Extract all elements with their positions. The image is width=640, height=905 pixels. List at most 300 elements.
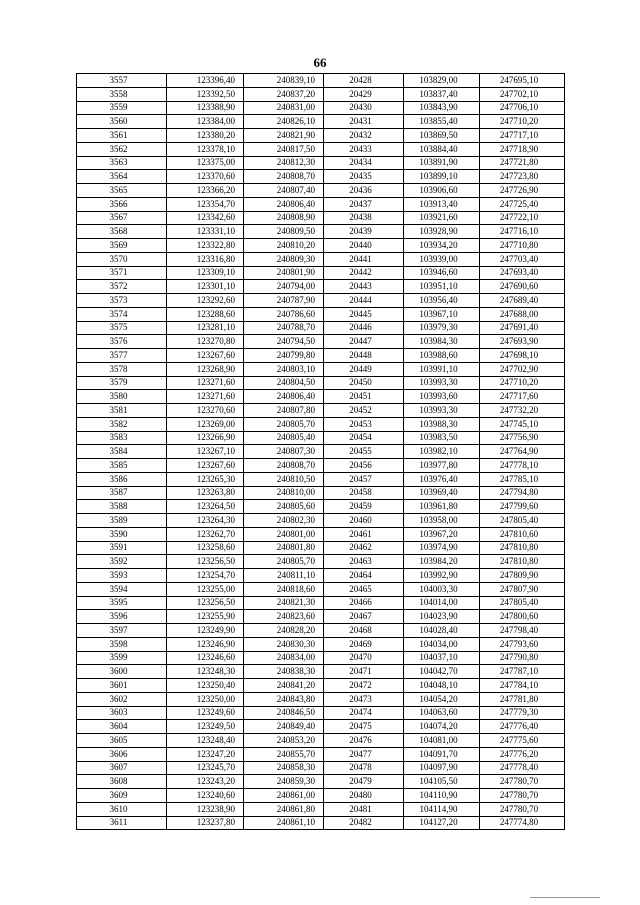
point-number-cell: 3606 <box>77 747 167 761</box>
point-number-cell: 20444 <box>324 294 404 308</box>
x-coordinate-cell: 103988,60 <box>404 349 480 363</box>
point-number-cell: 20476 <box>324 734 404 748</box>
table-row <box>77 87 565 101</box>
point-number-cell: 20470 <box>324 651 404 665</box>
point-number-cell: 20454 <box>324 431 404 445</box>
x-coordinate-cell: 103979,30 <box>404 321 480 335</box>
x-coordinate-cell: 123262,70 <box>167 527 244 541</box>
y-coordinate-cell: 240817,50 <box>244 142 324 156</box>
x-coordinate-cell: 103913,40 <box>404 197 480 211</box>
x-coordinate-cell: 123250,40 <box>167 679 244 693</box>
x-coordinate-cell: 123396,40 <box>167 74 244 88</box>
y-coordinate-cell: 240808,70 <box>244 459 324 473</box>
point-number-cell: 3569 <box>77 239 167 253</box>
table-row <box>77 197 565 211</box>
x-coordinate-cell: 123267,60 <box>167 459 244 473</box>
y-coordinate-cell: 240808,70 <box>244 170 324 184</box>
x-coordinate-cell: 103993,30 <box>404 376 480 390</box>
x-coordinate-cell: 123249,60 <box>167 706 244 720</box>
point-number-cell: 20453 <box>324 417 404 431</box>
table-row <box>77 610 565 624</box>
table-row <box>77 445 565 459</box>
table-row <box>77 692 565 706</box>
x-coordinate-cell: 123246,90 <box>167 637 244 651</box>
y-coordinate-cell: 247776,20 <box>480 747 565 761</box>
x-coordinate-cell: 103984,20 <box>404 555 480 569</box>
table-row <box>77 129 565 143</box>
x-coordinate-cell: 103982,10 <box>404 445 480 459</box>
y-coordinate-cell: 247790,80 <box>480 651 565 665</box>
x-coordinate-cell: 123237,80 <box>167 816 244 830</box>
table-row <box>77 142 565 156</box>
y-coordinate-cell: 240837,20 <box>244 87 324 101</box>
point-number-cell: 3597 <box>77 624 167 638</box>
table-row <box>77 417 565 431</box>
y-coordinate-cell: 247798,40 <box>480 624 565 638</box>
x-coordinate-cell: 104110,90 <box>404 789 480 803</box>
point-number-cell: 20448 <box>324 349 404 363</box>
y-coordinate-cell: 247774,80 <box>480 816 565 830</box>
x-coordinate-cell: 123366,20 <box>167 184 244 198</box>
point-number-cell: 3573 <box>77 294 167 308</box>
y-coordinate-cell: 240861,00 <box>244 789 324 803</box>
x-coordinate-cell: 103869,50 <box>404 129 480 143</box>
y-coordinate-cell: 240794,50 <box>244 335 324 349</box>
table-row <box>77 307 565 321</box>
y-coordinate-cell: 247778,10 <box>480 459 565 473</box>
y-coordinate-cell: 240810,00 <box>244 486 324 500</box>
y-coordinate-cell: 240839,10 <box>244 74 324 88</box>
x-coordinate-cell: 123264,50 <box>167 500 244 514</box>
point-number-cell: 3577 <box>77 349 167 363</box>
point-number-cell: 3603 <box>77 706 167 720</box>
x-coordinate-cell: 103951,10 <box>404 280 480 294</box>
point-number-cell: 3584 <box>77 445 167 459</box>
point-number-cell: 3572 <box>77 280 167 294</box>
x-coordinate-cell: 104074,20 <box>404 720 480 734</box>
table-row <box>77 527 565 541</box>
y-coordinate-cell: 247775,60 <box>480 734 565 748</box>
y-coordinate-cell: 247794,80 <box>480 486 565 500</box>
y-coordinate-cell: 247706,10 <box>480 101 565 115</box>
point-number-cell: 20436 <box>324 184 404 198</box>
point-number-cell: 3583 <box>77 431 167 445</box>
x-coordinate-cell: 123388,90 <box>167 101 244 115</box>
x-coordinate-cell: 103958,00 <box>404 514 480 528</box>
x-coordinate-cell: 123270,80 <box>167 335 244 349</box>
y-coordinate-cell: 247693,90 <box>480 335 565 349</box>
table-row <box>77 679 565 693</box>
table-row <box>77 349 565 363</box>
point-number-cell: 3567 <box>77 211 167 225</box>
y-coordinate-cell: 247693,40 <box>480 266 565 280</box>
y-coordinate-cell: 240807,80 <box>244 404 324 418</box>
table-row <box>77 335 565 349</box>
y-coordinate-cell: 247787,10 <box>480 665 565 679</box>
x-coordinate-cell: 103993,60 <box>404 390 480 404</box>
x-coordinate-cell: 123267,10 <box>167 445 244 459</box>
x-coordinate-cell: 123292,60 <box>167 294 244 308</box>
point-number-cell: 3588 <box>77 500 167 514</box>
y-coordinate-cell: 240810,20 <box>244 239 324 253</box>
table-row <box>77 789 565 803</box>
point-number-cell: 3607 <box>77 761 167 775</box>
point-number-cell: 20472 <box>324 679 404 693</box>
x-coordinate-cell: 123322,80 <box>167 239 244 253</box>
y-coordinate-cell: 247800,60 <box>480 610 565 624</box>
x-coordinate-cell: 123271,60 <box>167 376 244 390</box>
y-coordinate-cell: 240849,40 <box>244 720 324 734</box>
table-row <box>77 321 565 335</box>
y-coordinate-cell: 247698,10 <box>480 349 565 363</box>
x-coordinate-cell: 123288,60 <box>167 307 244 321</box>
x-coordinate-cell: 103988,30 <box>404 417 480 431</box>
x-coordinate-cell: 123301,10 <box>167 280 244 294</box>
point-number-cell: 3608 <box>77 775 167 789</box>
x-coordinate-cell: 103992,90 <box>404 569 480 583</box>
y-coordinate-cell: 240810,50 <box>244 472 324 486</box>
y-coordinate-cell: 247718,90 <box>480 142 565 156</box>
x-coordinate-cell: 103991,10 <box>404 362 480 376</box>
y-coordinate-cell: 247710,20 <box>480 376 565 390</box>
table-row <box>77 431 565 445</box>
point-number-cell: 20466 <box>324 596 404 610</box>
y-coordinate-cell: 247690,60 <box>480 280 565 294</box>
point-number-cell: 20433 <box>324 142 404 156</box>
y-coordinate-cell: 240801,00 <box>244 527 324 541</box>
table-row <box>77 156 565 170</box>
point-number-cell: 20445 <box>324 307 404 321</box>
x-coordinate-cell: 104023,90 <box>404 610 480 624</box>
point-number-cell: 3598 <box>77 637 167 651</box>
table-row <box>77 775 565 789</box>
y-coordinate-cell: 240809,30 <box>244 252 324 266</box>
point-number-cell: 20482 <box>324 816 404 830</box>
x-coordinate-cell: 123265,30 <box>167 472 244 486</box>
y-coordinate-cell: 240859,30 <box>244 775 324 789</box>
point-number-cell: 3587 <box>77 486 167 500</box>
y-coordinate-cell: 247745,10 <box>480 417 565 431</box>
y-coordinate-cell: 247793,60 <box>480 637 565 651</box>
y-coordinate-cell: 247721,80 <box>480 156 565 170</box>
point-number-cell: 20471 <box>324 665 404 679</box>
table-row <box>77 362 565 376</box>
y-coordinate-cell: 247805,40 <box>480 514 565 528</box>
x-coordinate-cell: 104028,40 <box>404 624 480 638</box>
y-coordinate-cell: 247732,20 <box>480 404 565 418</box>
y-coordinate-cell: 240788,70 <box>244 321 324 335</box>
point-number-cell: 20463 <box>324 555 404 569</box>
y-coordinate-cell: 247702,10 <box>480 87 565 101</box>
x-coordinate-cell: 103884,40 <box>404 142 480 156</box>
point-number-cell: 3610 <box>77 802 167 816</box>
x-coordinate-cell: 104091,70 <box>404 747 480 761</box>
x-coordinate-cell: 103967,10 <box>404 307 480 321</box>
x-coordinate-cell: 123248,40 <box>167 734 244 748</box>
x-coordinate-cell: 104105,50 <box>404 775 480 789</box>
x-coordinate-cell: 103984,30 <box>404 335 480 349</box>
y-coordinate-cell: 240846,50 <box>244 706 324 720</box>
footer-divider <box>530 897 600 898</box>
y-coordinate-cell: 240801,80 <box>244 541 324 555</box>
point-number-cell: 3570 <box>77 252 167 266</box>
y-coordinate-cell: 247689,40 <box>480 294 565 308</box>
x-coordinate-cell: 123331,10 <box>167 225 244 239</box>
table-row <box>77 569 565 583</box>
point-number-cell: 3590 <box>77 527 167 541</box>
table-row <box>77 115 565 129</box>
x-coordinate-cell: 103946,60 <box>404 266 480 280</box>
x-coordinate-cell: 103976,40 <box>404 472 480 486</box>
point-number-cell: 3576 <box>77 335 167 349</box>
y-coordinate-cell: 247809,90 <box>480 569 565 583</box>
point-number-cell: 3571 <box>77 266 167 280</box>
x-coordinate-cell: 123238,90 <box>167 802 244 816</box>
y-coordinate-cell: 247780,70 <box>480 775 565 789</box>
point-number-cell: 3574 <box>77 307 167 321</box>
x-coordinate-cell: 123370,60 <box>167 170 244 184</box>
x-coordinate-cell: 123392,50 <box>167 87 244 101</box>
y-coordinate-cell: 240804,50 <box>244 376 324 390</box>
point-number-cell: 20465 <box>324 582 404 596</box>
y-coordinate-cell: 247764,90 <box>480 445 565 459</box>
point-number-cell: 20455 <box>324 445 404 459</box>
y-coordinate-cell: 247722,10 <box>480 211 565 225</box>
y-coordinate-cell: 240794,00 <box>244 280 324 294</box>
table-row <box>77 170 565 184</box>
point-number-cell: 3602 <box>77 692 167 706</box>
y-coordinate-cell: 247785,10 <box>480 472 565 486</box>
x-coordinate-cell: 123281,10 <box>167 321 244 335</box>
point-number-cell: 20468 <box>324 624 404 638</box>
table-row <box>77 514 565 528</box>
x-coordinate-cell: 123243,20 <box>167 775 244 789</box>
point-number-cell: 20458 <box>324 486 404 500</box>
coordinates-table-body <box>77 74 565 830</box>
table-row <box>77 706 565 720</box>
x-coordinate-cell: 123316,80 <box>167 252 244 266</box>
point-number-cell: 20446 <box>324 321 404 335</box>
x-coordinate-cell: 123266,90 <box>167 431 244 445</box>
y-coordinate-cell: 240801,90 <box>244 266 324 280</box>
x-coordinate-cell: 123254,70 <box>167 569 244 583</box>
point-number-cell: 3575 <box>77 321 167 335</box>
table-row <box>77 555 565 569</box>
y-coordinate-cell: 240805,60 <box>244 500 324 514</box>
x-coordinate-cell: 123246,60 <box>167 651 244 665</box>
y-coordinate-cell: 240799,80 <box>244 349 324 363</box>
point-number-cell: 3580 <box>77 390 167 404</box>
x-coordinate-cell: 103969,40 <box>404 486 480 500</box>
point-number-cell: 3593 <box>77 569 167 583</box>
point-number-cell: 3594 <box>77 582 167 596</box>
y-coordinate-cell: 240843,80 <box>244 692 324 706</box>
point-number-cell: 20452 <box>324 404 404 418</box>
point-number-cell: 20456 <box>324 459 404 473</box>
y-coordinate-cell: 247702,90 <box>480 362 565 376</box>
point-number-cell: 3589 <box>77 514 167 528</box>
table-row <box>77 459 565 473</box>
table-row <box>77 225 565 239</box>
point-number-cell: 20451 <box>324 390 404 404</box>
y-coordinate-cell: 240818,60 <box>244 582 324 596</box>
point-number-cell: 3564 <box>77 170 167 184</box>
table-row <box>77 74 565 88</box>
y-coordinate-cell: 247756,90 <box>480 431 565 445</box>
point-number-cell: 3581 <box>77 404 167 418</box>
x-coordinate-cell: 104048,10 <box>404 679 480 693</box>
table-row <box>77 596 565 610</box>
y-coordinate-cell: 247807,90 <box>480 582 565 596</box>
point-number-cell: 3568 <box>77 225 167 239</box>
x-coordinate-cell: 123309,10 <box>167 266 244 280</box>
table-row <box>77 252 565 266</box>
y-coordinate-cell: 240805,70 <box>244 417 324 431</box>
table-row <box>77 747 565 761</box>
point-number-cell: 20464 <box>324 569 404 583</box>
y-coordinate-cell: 247716,10 <box>480 225 565 239</box>
point-number-cell: 3565 <box>77 184 167 198</box>
table-row <box>77 280 565 294</box>
point-number-cell: 20481 <box>324 802 404 816</box>
table-row <box>77 211 565 225</box>
x-coordinate-cell: 103983,50 <box>404 431 480 445</box>
table-row <box>77 404 565 418</box>
table-row <box>77 582 565 596</box>
point-number-cell: 3596 <box>77 610 167 624</box>
point-number-cell: 20437 <box>324 197 404 211</box>
x-coordinate-cell: 103843,90 <box>404 101 480 115</box>
y-coordinate-cell: 240861,10 <box>244 816 324 830</box>
x-coordinate-cell: 104003,30 <box>404 582 480 596</box>
y-coordinate-cell: 240807,30 <box>244 445 324 459</box>
x-coordinate-cell: 123354,70 <box>167 197 244 211</box>
x-coordinate-cell: 123256,50 <box>167 555 244 569</box>
point-number-cell: 20459 <box>324 500 404 514</box>
x-coordinate-cell: 103899,10 <box>404 170 480 184</box>
x-coordinate-cell: 104034,00 <box>404 637 480 651</box>
x-coordinate-cell: 123256,50 <box>167 596 244 610</box>
y-coordinate-cell: 247776,40 <box>480 720 565 734</box>
point-number-cell: 20450 <box>324 376 404 390</box>
y-coordinate-cell: 240821,30 <box>244 596 324 610</box>
point-number-cell: 3560 <box>77 115 167 129</box>
point-number-cell: 20440 <box>324 239 404 253</box>
point-number-cell: 3591 <box>77 541 167 555</box>
x-coordinate-cell: 123249,90 <box>167 624 244 638</box>
table-row <box>77 266 565 280</box>
point-number-cell: 20434 <box>324 156 404 170</box>
point-number-cell: 3609 <box>77 789 167 803</box>
x-coordinate-cell: 123270,60 <box>167 404 244 418</box>
point-number-cell: 3579 <box>77 376 167 390</box>
x-coordinate-cell: 123269,00 <box>167 417 244 431</box>
table-row <box>77 720 565 734</box>
y-coordinate-cell: 240855,70 <box>244 747 324 761</box>
table-row <box>77 500 565 514</box>
x-coordinate-cell: 123378,10 <box>167 142 244 156</box>
point-number-cell: 3578 <box>77 362 167 376</box>
point-number-cell: 20429 <box>324 87 404 101</box>
y-coordinate-cell: 240821,90 <box>244 129 324 143</box>
table-row <box>77 101 565 115</box>
y-coordinate-cell: 247779,30 <box>480 706 565 720</box>
point-number-cell: 20441 <box>324 252 404 266</box>
point-number-cell: 3599 <box>77 651 167 665</box>
page-number: 66 <box>313 55 327 70</box>
point-number-cell: 3557 <box>77 74 167 88</box>
y-coordinate-cell: 247710,20 <box>480 115 565 129</box>
y-coordinate-cell: 247725,40 <box>480 197 565 211</box>
table-row <box>77 541 565 555</box>
x-coordinate-cell: 104054,20 <box>404 692 480 706</box>
x-coordinate-cell: 103956,40 <box>404 294 480 308</box>
point-number-cell: 20449 <box>324 362 404 376</box>
y-coordinate-cell: 247780,70 <box>480 802 565 816</box>
x-coordinate-cell: 123267,60 <box>167 349 244 363</box>
x-coordinate-cell: 104081,00 <box>404 734 480 748</box>
point-number-cell: 20430 <box>324 101 404 115</box>
x-coordinate-cell: 103921,60 <box>404 211 480 225</box>
point-number-cell: 20478 <box>324 761 404 775</box>
point-number-cell: 3559 <box>77 101 167 115</box>
x-coordinate-cell: 103939,00 <box>404 252 480 266</box>
y-coordinate-cell: 240805,40 <box>244 431 324 445</box>
y-coordinate-cell: 240858,30 <box>244 761 324 775</box>
y-coordinate-cell: 247810,80 <box>480 541 565 555</box>
point-number-cell: 20457 <box>324 472 404 486</box>
x-coordinate-cell: 123271,60 <box>167 390 244 404</box>
point-number-cell: 3585 <box>77 459 167 473</box>
point-number-cell: 20443 <box>324 280 404 294</box>
x-coordinate-cell: 123249,50 <box>167 720 244 734</box>
x-coordinate-cell: 103855,40 <box>404 115 480 129</box>
coordinates-table <box>76 73 565 830</box>
y-coordinate-cell: 240830,30 <box>244 637 324 651</box>
x-coordinate-cell: 103977,80 <box>404 459 480 473</box>
x-coordinate-cell: 123240,60 <box>167 789 244 803</box>
x-coordinate-cell: 123250,00 <box>167 692 244 706</box>
y-coordinate-cell: 247805,40 <box>480 596 565 610</box>
point-number-cell: 20431 <box>324 115 404 129</box>
y-coordinate-cell: 240806,40 <box>244 390 324 404</box>
table-row <box>77 486 565 500</box>
y-coordinate-cell: 247810,80 <box>480 555 565 569</box>
y-coordinate-cell: 240838,30 <box>244 665 324 679</box>
table-row <box>77 294 565 308</box>
x-coordinate-cell: 123255,90 <box>167 610 244 624</box>
y-coordinate-cell: 240812,30 <box>244 156 324 170</box>
y-coordinate-cell: 240802,30 <box>244 514 324 528</box>
y-coordinate-cell: 240805,70 <box>244 555 324 569</box>
table-row <box>77 184 565 198</box>
point-number-cell: 20438 <box>324 211 404 225</box>
point-number-cell: 20439 <box>324 225 404 239</box>
x-coordinate-cell: 104063,60 <box>404 706 480 720</box>
point-number-cell: 20474 <box>324 706 404 720</box>
point-number-cell: 20469 <box>324 637 404 651</box>
y-coordinate-cell: 240831,00 <box>244 101 324 115</box>
x-coordinate-cell: 103974,90 <box>404 541 480 555</box>
y-coordinate-cell: 247784,10 <box>480 679 565 693</box>
table-row <box>77 472 565 486</box>
y-coordinate-cell: 240826,10 <box>244 115 324 129</box>
table-row <box>77 734 565 748</box>
point-number-cell: 20479 <box>324 775 404 789</box>
x-coordinate-cell: 103891,90 <box>404 156 480 170</box>
table-row <box>77 651 565 665</box>
y-coordinate-cell: 247723,80 <box>480 170 565 184</box>
